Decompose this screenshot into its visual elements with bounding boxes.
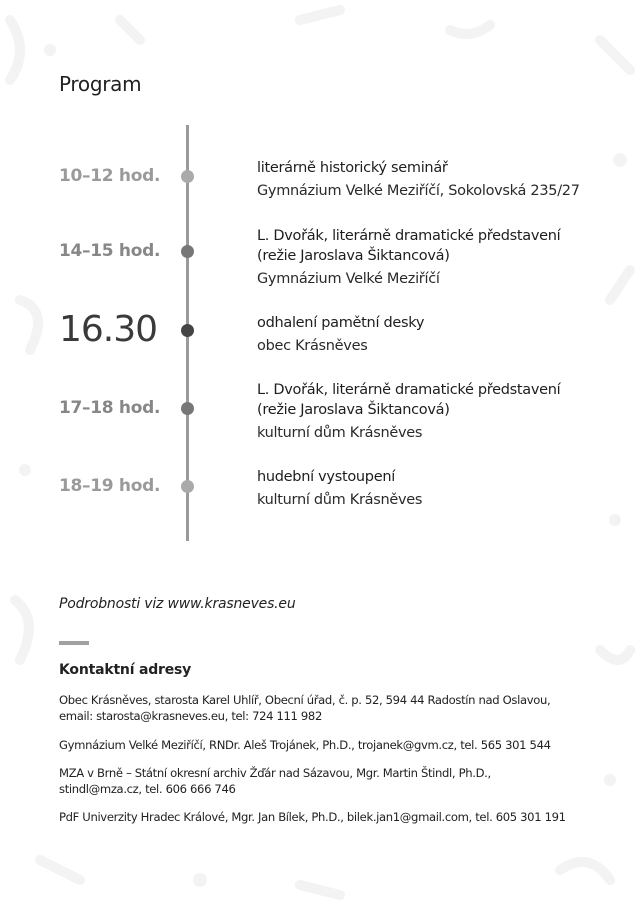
event-time: 14–15 hod.: [59, 241, 161, 261]
timeline-dot: [181, 245, 194, 258]
event-title: L. Dvořák, literárně dramatické představení: [257, 382, 561, 398]
event-time: 16.30: [59, 309, 158, 350]
event-item: [257, 313, 424, 356]
timeline-dot: [181, 480, 194, 493]
event-item: [257, 467, 422, 510]
contact-line: MZA v Brně – Státní okresní archiv Žďár nad Sázavou, Mgr. Martin Štindl, Ph.D.,: [59, 766, 491, 780]
event-place: kulturní dům Krásněves: [257, 492, 423, 508]
contact-entry: [59, 692, 619, 724]
contact-line: Gymnázium Velké Meziříčí, RNDr. Aleš Trojánek, Ph.D., trojanek@gvm.cz, tel. 565 301 544: [59, 738, 551, 752]
event-place: kulturní dům Krásněves: [257, 425, 423, 441]
timeline-dot: [181, 170, 194, 183]
event-item: [257, 380, 560, 443]
event-title: literárně historický seminář: [257, 160, 448, 176]
page-title: Program: [59, 72, 142, 96]
event-place: obec Krásněves: [257, 338, 368, 354]
event-title: hudební vystoupení: [257, 469, 395, 485]
contact-entry: [59, 765, 619, 797]
contact-line: email: starosta@krasneves.eu, tel: 724 111 982: [59, 709, 322, 723]
event-time: 18–19 hod.: [59, 476, 161, 496]
contact-entry: [59, 809, 619, 825]
contact-line: Obec Krásněves, starosta Karel Uhlíř, Obecní úřad, č. p. 52, 594 44 Radostín nad Oslavou,: [59, 693, 551, 707]
event-place: Gymnázium Velké Meziříčí: [257, 271, 440, 287]
event-item: [257, 226, 560, 289]
event-title: (režie Jaroslava Šiktancová): [257, 402, 450, 418]
contact-entry: [59, 737, 619, 753]
contact-line: PdF Univerzity Hradec Králové, Mgr. Jan Bílek, Ph.D., bilek.jan1@gmail.com, tel. 605 301 191: [59, 810, 566, 824]
contacts-heading: Kontaktní adresy: [59, 662, 192, 678]
timeline-dot: [181, 324, 194, 337]
event-title: (režie Jaroslava Šiktancová): [257, 248, 450, 264]
event-title: L. Dvořák, literárně dramatické představení: [257, 228, 561, 244]
timeline-dot: [181, 402, 194, 415]
contact-line: stindl@mza.cz, tel. 606 666 746: [59, 782, 236, 796]
event-time: 17–18 hod.: [59, 398, 161, 418]
event-time: 10–12 hod.: [59, 166, 161, 186]
event-place: Gymnázium Velké Meziříčí, Sokolovská 235/27: [257, 183, 580, 199]
divider: [59, 641, 89, 645]
event-item: [257, 158, 580, 201]
more-info-link[interactable]: Podrobnosti viz www.krasneves.eu: [59, 596, 296, 612]
event-title: odhalení pamětní desky: [257, 315, 425, 331]
